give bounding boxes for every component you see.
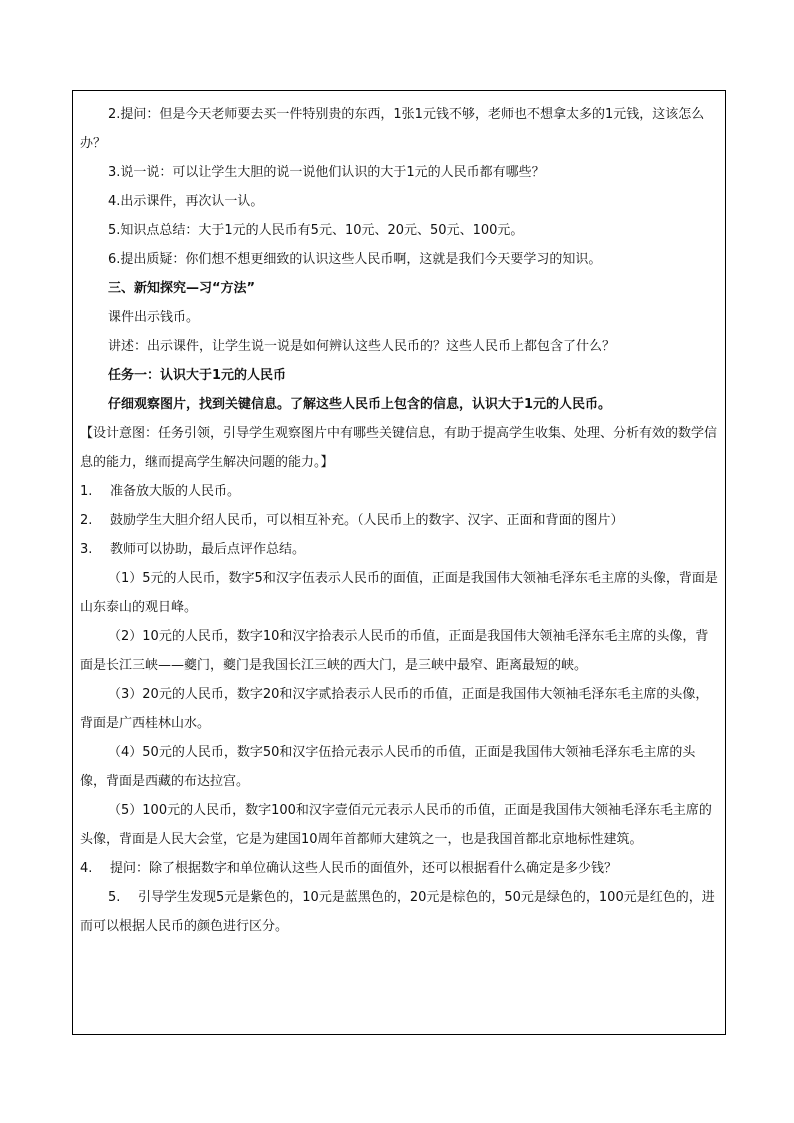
list-text: 准备放大版的人民币。 [110,484,241,499]
list-item [80,883,720,941]
banknote-50: （4）50元的人民币，数字50和汉字伍拾元表示人民币的币值，正面是我国伟大领袖毛泽东毛主席的头像，背面是西藏的布达拉宫。 [80,745,696,789]
list-number: 4. [80,861,93,876]
list-text: 提问：除了根据数字和单位确认这些人民币的面值外，还可以根据看什么确定是多少钱？ [110,861,618,876]
task-description: 仔细观察图片，找到关键信息。了解这些人民币上包含的信息，认识大于1元的人民币。 [108,397,612,412]
list-item [80,506,720,535]
section-heading: 三、新知探究—习“方法” [108,281,256,296]
list-number: 5. [108,890,121,905]
paragraph-question: 2.提问：但是今天老师要去买一件特别贵的东西，1张1元钱不够，老师也不想拿太多的1元钱，这该怎么办？ [80,107,705,151]
paragraph-summary: 5.知识点总结：大于1元的人民币有5元、10元、20元、50元、100元。 [108,223,524,238]
list-text: 引导学生发现5元是紫色的，10元是蓝黑色的，20元是棕色的，50元是绿色的，100元是红色的，进而可以根据人民币的颜色进行区分。 [80,890,715,934]
list-item [80,477,720,506]
list-number: 3. [80,542,93,557]
list-item [80,535,720,564]
list-number: 2. [80,513,93,528]
paragraph-say: 3.说一说：可以让学生大胆的说一说他们认识的大于1元的人民币都有哪些？ [108,165,545,180]
list-number: 1. [80,484,93,499]
design-intent: 【设计意图：任务引领，引导学生观察图片中有哪些关键信息，有助于提高学生收集、处理、分析有效的数学信息的能力，继而提高学生解决问题的能力。】 [80,426,718,470]
banknote-10: （2）10元的人民币，数字10和汉字拾表示人民币的币值，正面是我国伟大领袖毛泽东毛主席的头像，背面是长江三峡——夔门，夔门是我国长江三峡的西大门，是三峡中最窄、距离最短的峡。 [80,629,709,673]
paragraph-courseware: 课件出示钱币。 [108,310,200,325]
paragraph-show: 4.出示课件，再次认一认。 [108,194,264,209]
list-item [80,854,720,883]
paragraph-doubt: 6.提出质疑：你们想不想更细致的认识这些人民币啊，这就是我们今天要学习的知识。 [108,252,602,267]
document-body [80,100,720,941]
banknote-20: （3）20元的人民币，数字20和汉字贰拾表示人民币的币值，正面是我国伟大领袖毛泽东毛主席的头像，背面是广西桂林山水。 [80,687,709,731]
banknote-5: （1）5元的人民币，数字5和汉字伍表示人民币的面值，正面是我国伟大领袖毛泽东毛主席的头像，背面是山东泰山的观日峰。 [80,571,718,615]
list-text: 教师可以协助，最后点评作总结。 [110,542,306,557]
list-text: 鼓励学生大胆介绍人民币，可以相互补充。（人民币上的数字、汉字、正面和背面的图片） [110,513,624,528]
banknote-100: （5）100元的人民币，数字100和汉字壹佰元元表示人民币的币值，正面是我国伟大领袖毛泽东毛主席的头像，背面是人民大会堂，它是为建国10周年首都师大建筑之一，也是我国首都北京地标性建筑。 [80,803,712,847]
paragraph-narrate: 讲述：出示课件，让学生说一说是如何辨认这些人民币的？这些人民币上都包含了什么？ [108,339,616,354]
task-heading: 任务一：认识大于1元的人民币 [108,368,287,383]
